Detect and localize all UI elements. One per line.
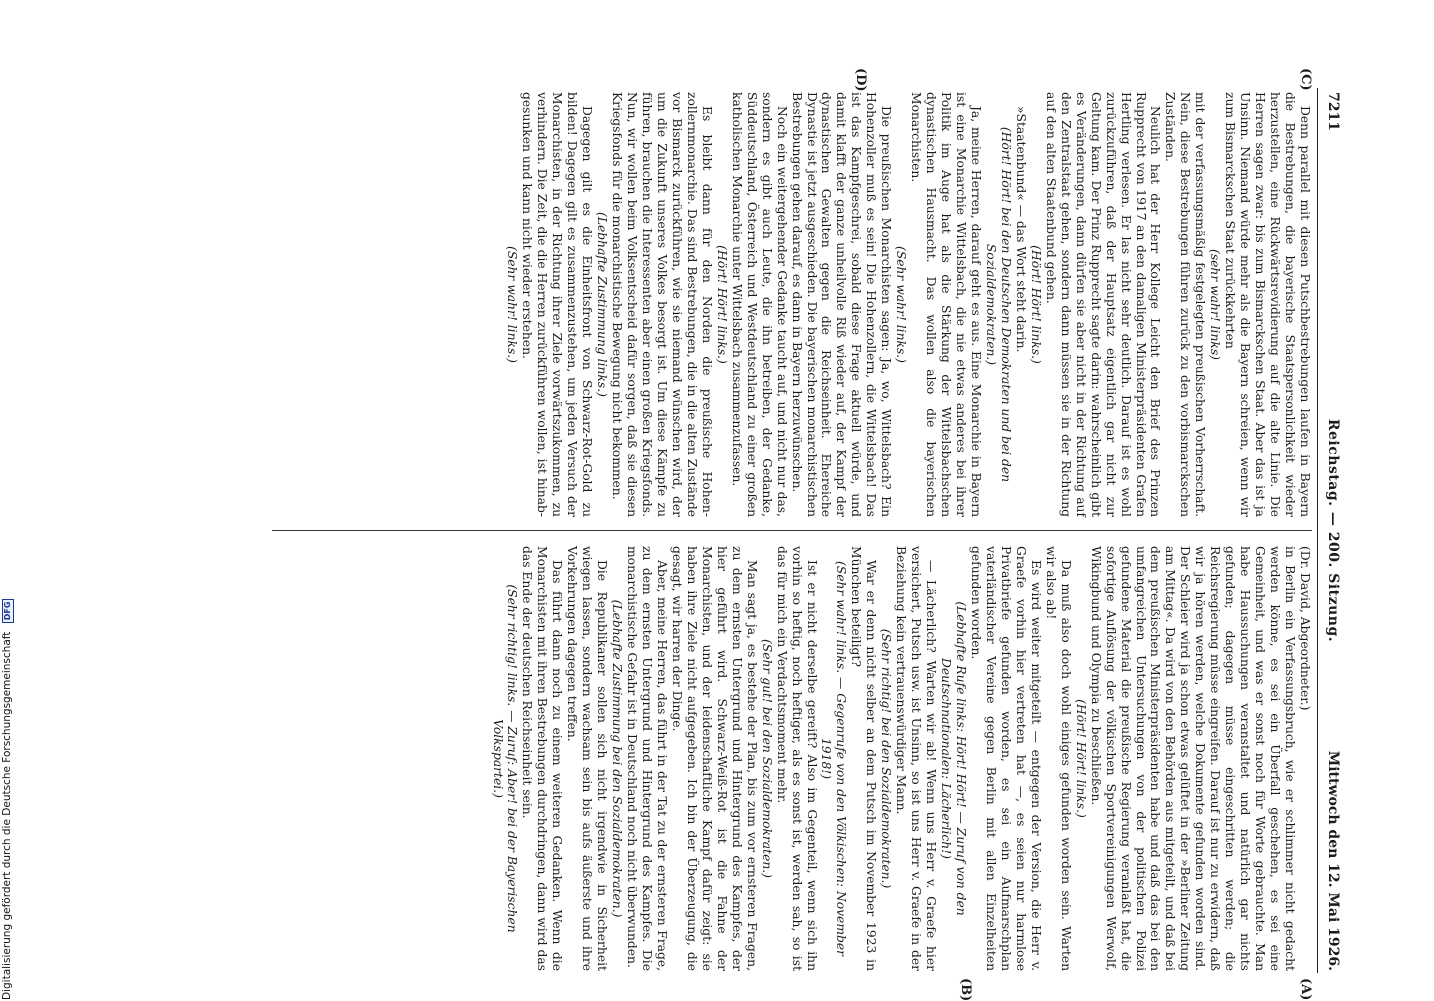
column-left	[505, 92, 1312, 517]
paragraph: Es bleibt dann für den Norden die preußische Hohenzollernmonarchie. Das sind Bestrebungen, die in die alten Zustände vor Bismarck zurückführen, wie sie niemand wünschen wird, der um die Zukunft unseres Volkes besorgt ist. Um diese Kämpfe zu führen, brauchen die Interessenten aber einen großen Kriegsfonds. Nun, wir wollen beim Volksentscheid dafür sorgen, daß sie diesen Kriegsfonds für die monarchistische Bewegung nicht bekommen.	[610, 92, 714, 517]
paragraph: War er denn nicht selber an dem Putsch im November 1923 in München beteiligt?	[849, 546, 879, 971]
remark: (Sehr wahr! links.)	[894, 246, 909, 363]
paragraph: Die preußischen Monarchisten sagen: Ja, wo, Wittelsbach? Ein Hohenzoller muß es sein! Die Hohenzollern, die Wittelsbach! Das ist das Kampfgeschrei, sobald diese Frage aktuell würde, und damit klafft der ganze unheilvolle Riß wieder auf, der Kampf der dynastischen Gewalten gegen die Reichseinheit. Ehereiche Dynastie ist jetzt ausgeschieden. Die bayerischen monarchistischen Bestrebungen gehen darauf, es dann in Bayern herzuwünschen.	[789, 92, 894, 517]
paragraph: Das führt dann noch zu einem weiteren Gedanken. Wenn die Monarchisten mit ihren Bestrebungen durchdringen, dann wird das das Ende der deutschen Reichseinheit sein.	[520, 546, 565, 971]
remark: (Hört! Hört! links.)	[1073, 699, 1088, 818]
header-rule	[1317, 88, 1318, 973]
paragraph: Die Republikaner sollen sich nicht irgendwie in Sicherheit wiegen lassen, sondern wachsam sein bis aufs äußerste und ihre Vorkehrungen dagegen treffen.	[565, 546, 610, 971]
paragraph: »Staatenbund« — das Wort steht darin.	[1013, 106, 1028, 353]
margin-mark-c: (C)	[1298, 68, 1313, 91]
remark: (Lebhafte Rufe links: Hört! Hört! — Zuruf von den Deutschnationalen: Lächerlich!)	[939, 601, 969, 916]
session-date: Mittwoch den 12. Mai 1926.	[1325, 750, 1341, 971]
funding-note-text: Digitalisierung gefördert durch die Deutsche Forschungsgemeinschaft	[1, 631, 13, 1000]
remark: (Sehr richtig! bei den Sozialdemokraten.)	[879, 628, 894, 889]
remark: (Sehr richtig! links. — Zuruf: Aber! bei der Bayerischen Volkspartei.)	[490, 584, 520, 933]
column-divider	[272, 530, 1312, 531]
page-number: 7211	[1325, 92, 1341, 131]
remark: (Lebhafte Zustimmung bei den Sozialdemokraten.)	[610, 599, 625, 918]
remark: (Sehr gut! bei den Sozialdemokraten.)	[759, 639, 774, 878]
paragraph: Da muß also doch wohl einiges gefunden worden sein. Warten wir also ab!	[1043, 546, 1073, 971]
paragraph: Neulich hat der Herr Kollege Leicht den Brief des Prinzen Rupprecht von 1917 an den damaligen Ministerpräsidenten Grafen Hertling verlesen. Er las nicht sehr deutlich. Darauf ist es wohl zurückzuführen, daß der Hauptsatz eigentlich gar nicht zur Geltung kam. Der Prinz Rupprecht sagte darin: wahrscheinlich gibt es Veränderungen, dann dürfen sie aber nicht in der Richtung auf den Zentralstaat gehen, sondern dann müssen sie in der Richtung auf den alten Staatenbund gehen.	[1043, 92, 1163, 517]
remark: (sehr wahr! links)	[1208, 249, 1223, 360]
paragraph: Ja, meine Herren, darauf geht es aus. Eine Monarchie in Bayern ist eine Monarchie Wittelsbach, die nie etwas anderes bei ihrer Politik im Auge hat als die Stärkung der Wittelsbachschen dynastischen Hausmacht. Das wollen also die bayerischen Monarchisten.	[909, 92, 984, 517]
remark: (Sehr wahr! links. — Gegenrufe von den Völkischen: November 1918!)	[819, 560, 849, 957]
paragraph: Es wird weiter mitgeteilt — entgegen der Version, die Herr v. Graefe vorhin hier vertreten hat —, es seien nur harmlose Privatbriefe gefunden worden, es sei ein Aufmarschplan vaterländischer Vereine gegen Berlin mit allen Einzelheiten gefunden worden.	[969, 546, 1043, 971]
paragraph: — Lächerlich? Warten wir ab! Wenn uns Herr v. Graefe hier versichert, Putsch usw. ist Unsinn, so ist uns Herr v. Graefe in der Beziehung kein vertrauenswürdiger Mann.	[894, 546, 939, 971]
paragraph: Aber, meine Herren, das führt in der Tat zu der ernsteren Frage, zu dem ernsten Untergrund und Hintergrund des Kampfes. Die monarchistische Gefahr ist in Deutschland noch nicht überwunden.	[625, 546, 670, 971]
margin-mark-d: (D)	[853, 68, 868, 92]
remark: (Sehr wahr! links.)	[505, 246, 520, 363]
paragraph: Dagegen gilt es die Einheitsfront von Schwarz-Rot-Gold zu bilden! Dagegen gilt es zusammenzustehen, um jeden Versuch der Monarchisten, in der Richtung ihrer Ziele vorwärtszukommen, zu verhindern. Die Zeit, die die Herren zurückführen wollen, ist hinabgesunken und kann nicht wieder erstehen.	[520, 92, 595, 517]
paragraph: in Berlin ein Verfassungsbruch, wie er schlimmer nicht gedacht werden könne, es sei ein Überfall geschehen, es sei eine Gemeinheit, und was er sonst noch für Worte gebrauchte. Man habe Haussuchungen veranstaltet und natürlich gar nichts gefunden; dagegen müsse eingeschritten werden; die Reichsregierung müsse eingreifen. Darauf ist nur zu erwidern, daß wir ja hören werden, welche Dokumente gefunden worden sind. Der Schleier wird ja schon etwas gelüftet in der »Berliner Zeitung am Mittag«. Da wird von den Behörden aus mitgeteilt, und daß bei dem preußischen Ministerpräsidenten habe und daß das bei den umfangreichen Untersuchungen von der politischen Polizei gefundene Material die preußische Regierung veranlaßt hat, die sofortige Auflösung der völkischen Sportvereinigungen Werwolf, Wikingbund und Olympia zu beschließen.	[1088, 546, 1298, 971]
remark: (Hört! Hört! links.)	[714, 245, 729, 364]
paragraph: Denn parallel mit diesen Putschbestrebungen laufen in Bayern die Bestrebungen, die bayerische Staatspersonlichkeit wieder herzustellen, eine Rückwärtsrevidierung auf die alte Linie. Die Herren sagen zwar: bis zum Bismarckschen Staat. Aber das ist ja Unsinn. Niemand würde mehr als die Bayern schreien, wenn wir zum Bismarckschen Staat zurückkehrten	[1223, 92, 1312, 517]
paragraph: Man sagt ja, es bestehe der Plan, bis zum vor ernsteren Fragen, zu dem ernsten Untergrund und Hintergrund des Kampfes, der hier geführt wird. Schwarz-Weiß-Rot ist die Fahne der Monarchisten, und der leidenschaftliche Kampf dafür zeigt: sie haben ihre Ziele nicht aufgegeben. Ich bin der Überzeugung, die gesagt, wir harren der Dinge.	[669, 546, 759, 971]
paragraph: mit der verfassungsmäßig festgelegten preußischen Vorherrschaft. Nein, diese Bestrebungen führen zurück zu den vorbismarckschen Zuständen.	[1163, 92, 1208, 517]
column-right	[490, 546, 1312, 971]
paragraph: Ist er nicht derselbe gereift? Also im Gegenteil, wenn sich ihn vorhin so heftig, noch heftiger, als es sonst ist, werden sah, so ist das für mich ein Verdachtsmoment mehr.	[774, 546, 819, 971]
paragraph: Noch ein weitergehender Gedanke taucht auf, und nicht nur das, sondern es gibt auch Leute, die ihn betreiben, der Gedanke, Süddeutschland, Österreich und Westdeutschland zu einer großen katholischen Monarchie unter Wittelsbach zusammenzufassen.	[729, 92, 789, 517]
margin-mark-a: (A)	[1298, 978, 1313, 1001]
dfg-logo-icon: DFG	[2, 599, 14, 624]
remark: (Hört! Hört! bei den Deutschen Demokraten und bei den Sozialdemokraten.)	[983, 126, 1013, 483]
paragraph: (Dr. David, Abgeordneter.)	[1298, 546, 1312, 711]
margin-mark-b: (B)	[958, 978, 973, 1001]
remark: (Lebhafte Zustimmung links.)	[595, 212, 610, 397]
funding-note	[0, 0, 14, 1000]
session-title: Reichstag. — 200. Sitzung.	[1325, 418, 1341, 643]
remark: (Hört! Hört! links.)	[1028, 245, 1043, 364]
document-page	[107, 68, 1342, 1001]
